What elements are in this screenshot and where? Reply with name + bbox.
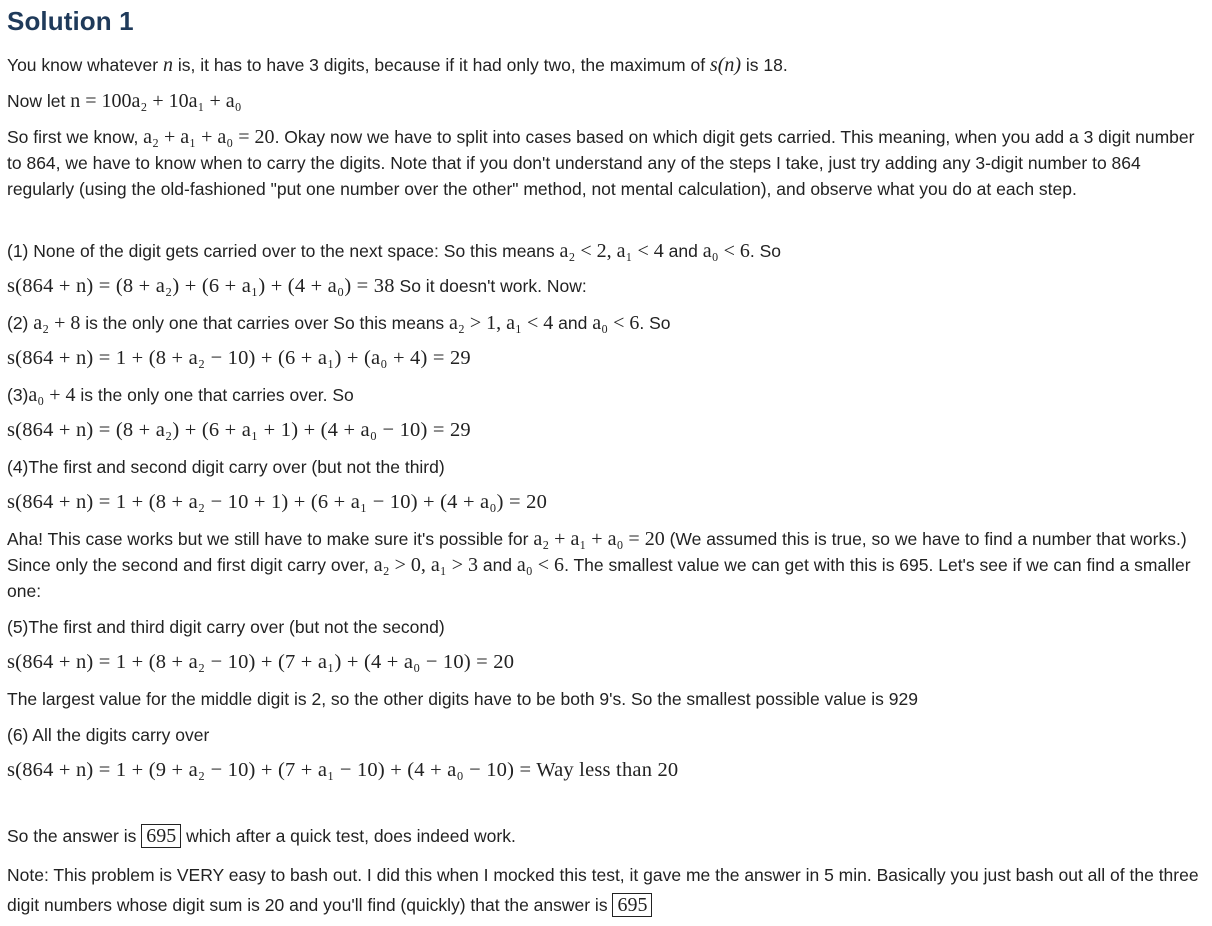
text: Now let — [7, 91, 71, 111]
text: is, it has to have 3 digits, because if it had only two, the maximum of — [172, 55, 710, 75]
math-equation: s(864 + n) = 1 + (9 + a₂ − 10) + (7 + a₁ − 10) + (4 + a₀ − 10) = Way less than 20 — [7, 759, 679, 781]
math-inline: a₂ + 8 — [33, 312, 81, 334]
text: . So — [639, 313, 671, 333]
text: So the answer is — [7, 826, 142, 846]
math-equation: s(864 + n) = 1 + (8 + a₂ − 10) + (7 + a₁) + (4 + a₀ − 10) = 20 — [7, 651, 515, 673]
math-inline: a₀ < 6 — [516, 554, 565, 576]
text: is the only one that carries over. So — [75, 385, 354, 405]
equation-6 — [7, 757, 1207, 783]
solution-title: Solution 1 — [7, 6, 134, 36]
math-equation: s(864 + n) = 1 + (8 + a₂ − 10) + (6 + a₁) + (a₀ + 4) = 29 — [7, 347, 471, 369]
case-3 — [7, 382, 1207, 408]
text: Aha! This case works but we still have to make sure it's possible for — [7, 529, 534, 549]
math-inline: a₂ > 0, a₁ > 3 — [373, 554, 478, 576]
paragraph-answer — [7, 823, 1207, 849]
text: (6) All the digits carry over — [7, 725, 210, 745]
text: which after a quick test, does indeed work. — [181, 826, 516, 846]
paragraph-aha — [7, 526, 1207, 604]
math-inline: a₀ < 6 — [592, 312, 640, 334]
paragraph-digits — [7, 52, 1207, 78]
text: . The smallest value we can get with this is 695. Let's see if we can find a smaller one: — [7, 555, 1191, 601]
text: and — [477, 555, 517, 575]
text: . Okay now we have to split into cases based on which digit gets carried. This meaning, when you add a 3 digit number to 864, we have to know when to carry the digits. Note that if you don't understand any of the steps I take, just try adding any 3-digit number to 864 regularly (using the old-fashioned "put one number over the other" method, not mental calculation), and observe what you do at each step. — [7, 127, 1195, 199]
math-s-of-n: s(n) — [709, 54, 742, 76]
math-n: n — [162, 54, 173, 76]
case-4 — [7, 454, 1207, 480]
text: (5)The first and third digit carry over (but not the second) — [7, 617, 445, 637]
text: is 18. — [741, 55, 788, 75]
text: and — [663, 241, 703, 261]
math-inline: a₀ < 6 — [702, 240, 750, 262]
math-equation: s(864 + n) = (8 + a₂) + (6 + a₁ + 1) + (4 + a₀ − 10) = 29 — [7, 419, 471, 441]
text: (4)The first and second digit carry over (but not the third) — [7, 457, 445, 477]
math-equation: s(864 + n) = (8 + a₂) + (6 + a₁) + (4 + a₀) = 38 — [7, 275, 395, 297]
case-6 — [7, 722, 1207, 748]
paragraph-let-n — [7, 88, 1207, 114]
text: (2) — [7, 313, 34, 333]
equation-2 — [7, 345, 1207, 371]
text: The largest value for the middle digit is 2, so the other digits have to be both 9's. So the smallest possible value is 929 — [7, 689, 918, 709]
text: . So — [749, 241, 781, 261]
math-equation: s(864 + n) = 1 + (8 + a₂ − 10 + 1) + (6 + a₁ − 10) + (4 + a₀) = 20 — [7, 491, 548, 513]
case-5 — [7, 614, 1207, 640]
math-n-expansion: n = 100a₂ + 10a₁ + a₀ — [70, 90, 242, 112]
case-1 — [7, 238, 1207, 264]
paragraph-largest-value — [7, 686, 1207, 712]
math-inline: a₂ + a₁ + a₀ = 20 — [533, 528, 665, 550]
text: and — [553, 313, 593, 333]
math-inline: a₀ + 4 — [28, 384, 76, 406]
math-digit-sum: a₂ + a₁ + a₀ = 20 — [143, 126, 275, 148]
equation-4 — [7, 489, 1207, 515]
text: So it doesn't work. Now: — [394, 276, 587, 296]
solution-page — [7, 0, 1207, 916]
text: You know whatever — [7, 55, 163, 75]
equation-5 — [7, 649, 1207, 675]
text: (3) — [7, 385, 29, 405]
boxed-answer: 695 — [141, 824, 181, 848]
equation-1 — [7, 273, 1207, 299]
paragraph-cases-intro — [7, 124, 1207, 202]
text: Note: This problem is VERY easy to bash out. I did this when I mocked this test, it gave me the answer in 5 min. Basically you just bash out all of the three digit numbers whose digit sum is 20 and you'll find (quickly) that the answer is — [7, 865, 1199, 915]
text: So first we know, — [7, 127, 144, 147]
case-2 — [7, 310, 1207, 336]
text: (We assumed this is true, so we have to find a number that works.) Since only the second and first digit carry over, — [7, 529, 1187, 575]
paragraph-note — [7, 860, 1207, 920]
math-inline: a₂ > 1, a₁ < 4 — [449, 312, 554, 334]
text: (1) None of the digit gets carried over to the next space: So this means — [7, 241, 560, 261]
math-inline: a₂ < 2, a₁ < 4 — [559, 240, 664, 262]
boxed-answer: 695 — [612, 893, 652, 917]
text: is the only one that carries over So this means — [80, 313, 450, 333]
equation-3 — [7, 417, 1207, 443]
